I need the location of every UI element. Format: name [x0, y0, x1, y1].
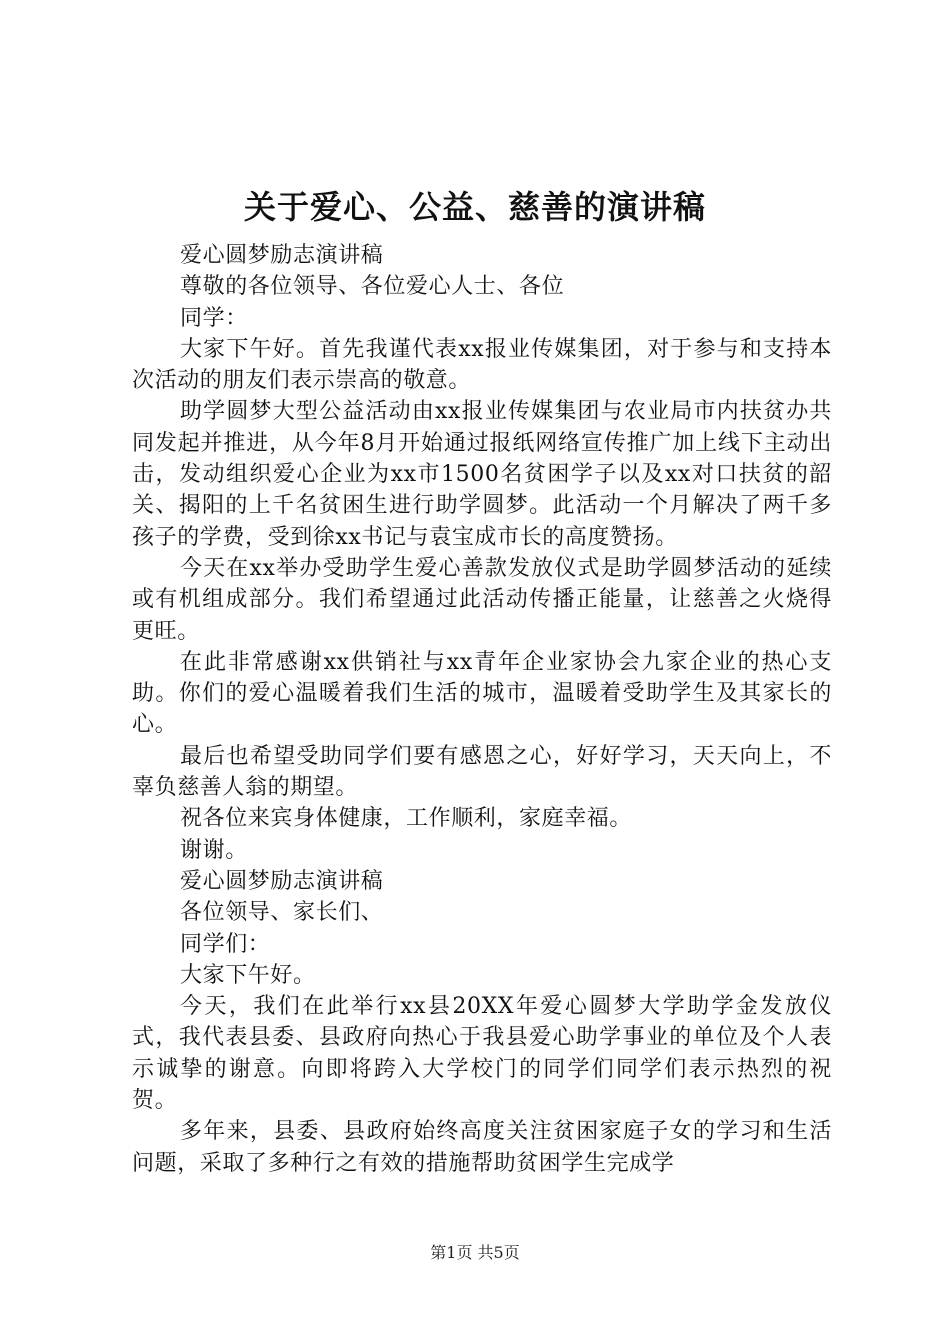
- document-body: [132, 240, 832, 1179]
- paragraph: 同学们：: [180, 931, 271, 957]
- paragraph: 同学：: [180, 305, 248, 331]
- paragraph: 在此非常感谢xx供销社与xx青年企业家协会九家企业的热心支助。你们的爱心温暖着我们生活的城市，温暖着受助学生及其家长的心。: [132, 649, 832, 738]
- paragraph: 谢谢。: [180, 837, 248, 863]
- paragraph: 爱心圆梦励志演讲稿: [180, 243, 384, 268]
- paragraph: 大家下午好。首先我谨代表xx报业传媒集团，对于参与和支持本次活动的朋友们表示崇高的敬意。: [132, 336, 832, 394]
- paragraph: 今天，我们在此举行xx县20XX年爱心圆梦大学助学金发放仪式，我代表县委、县政府向热心于我县爱心助学事业的单位及个人表示诚挚的谢意。向即将跨入大学校门的同学们同学们表示热烈的祝贺。: [132, 994, 832, 1114]
- paragraph: 助学圆梦大型公益活动由xx报业传媒集团与农业局市内扶贫办共同发起并推进，从今年8月开始通过报纸网络宣传推广加上线下主动出击，发动组织爱心企业为xx市1500名贫困学子以及xx对口扶贫的韶关、揭阳的上千名贫困生进行助学圆梦。此活动一个月解决了两千多孩子的学费，受到徐xx书记与袁宝成市长的高度赞扬。: [132, 399, 832, 550]
- paragraph: 最后也希望受助同学们要有感恩之心，好好学习，天天向上，不辜负慈善人翁的期望。: [132, 743, 832, 801]
- document-title: 关于爱心、公益、慈善的演讲稿: [243, 188, 706, 226]
- page-footer: 第1页 共5页: [430, 1243, 520, 1262]
- paragraph: 今天在xx举办受助学生爱心善款发放仪式是助学圆梦活动的延续或有机组成部分。我们希望通过此活动传播正能量，让慈善之火烧得更旺。: [132, 555, 832, 644]
- paragraph: 尊敬的各位领导、各位爱心人士、各位: [180, 274, 565, 300]
- paragraph: 祝各位来宾身体健康，工作顺利，家庭幸福。: [180, 806, 633, 832]
- paragraph: 多年来，县委、县政府始终高度关注贫困家庭子女的学习和生活问题，采取了多种行之有效的措施帮助贫困学生完成学: [132, 1119, 832, 1176]
- paragraph: 大家下午好。: [180, 962, 316, 988]
- paragraph: 爱心圆梦励志演讲稿: [180, 868, 384, 894]
- paragraph: 各位领导、家长们、: [180, 900, 384, 926]
